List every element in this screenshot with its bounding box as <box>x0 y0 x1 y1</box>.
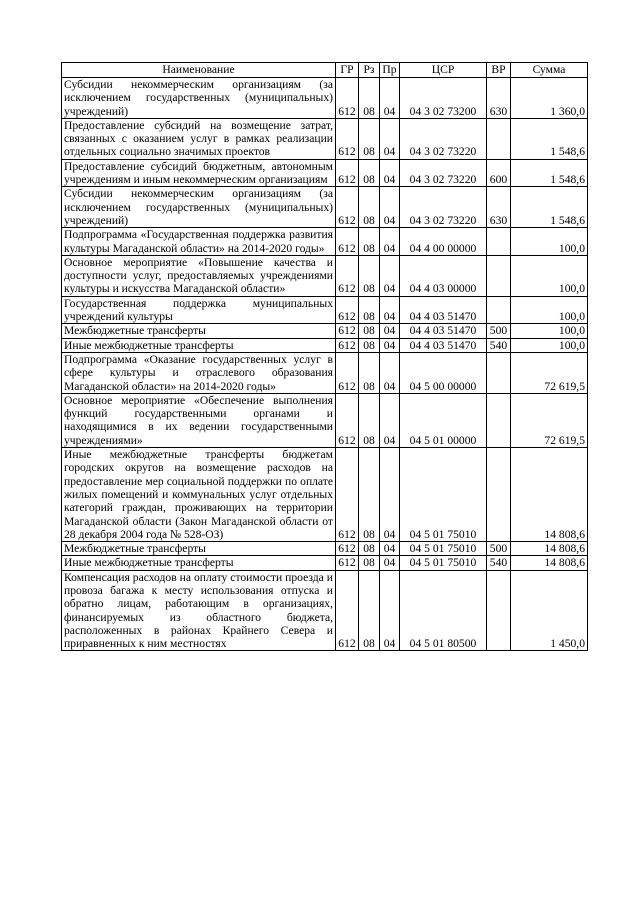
cell-vr: 630 <box>487 187 511 228</box>
cell-name: Иные межбюджетные трансферты <box>62 338 336 352</box>
cell-name: Предоставление субсидий на возмещение затрат, связанных с оказанием услуг в рамках реализации отдельных социально значимых проектов <box>62 118 336 159</box>
cell-gr: 612 <box>336 255 359 296</box>
cell-rz: 08 <box>359 570 380 651</box>
cell-vr: 540 <box>487 556 511 570</box>
table-row <box>62 78 588 119</box>
table-row <box>62 159 588 187</box>
cell-gr: 612 <box>336 570 359 651</box>
cell-gr: 612 <box>336 159 359 187</box>
table-row <box>62 187 588 228</box>
cell-gr: 612 <box>336 78 359 119</box>
table-row <box>62 296 588 324</box>
cell-pr: 04 <box>380 255 400 296</box>
cell-rz: 08 <box>359 159 380 187</box>
cell-pr: 04 <box>380 556 400 570</box>
cell-gr: 612 <box>336 542 359 556</box>
cell-sum: 100,0 <box>511 324 588 338</box>
cell-vr: 600 <box>487 159 511 187</box>
cell-csr: 04 5 01 00000 <box>400 393 487 447</box>
cell-csr: 04 3 02 73200 <box>400 78 487 119</box>
cell-vr: 540 <box>487 338 511 352</box>
cell-csr: 04 5 01 75010 <box>400 448 487 542</box>
cell-name: Подпрограмма «Оказание государственных услуг в сфере культуры и отраслевого образования Магаданской области» на 2014-2020 годы» <box>62 352 336 393</box>
table-row <box>62 228 588 256</box>
cell-sum: 100,0 <box>511 228 588 256</box>
cell-name: Компенсация расходов на оплату стоимости проезда и провоза багажа к месту использования отпуска и обратно лицам, работающим в организациях, финансируемых из областного бюджета, расположенных в районах Крайнего Севера и приравненных к ним местностях <box>62 570 336 651</box>
cell-rz: 08 <box>359 556 380 570</box>
table-row <box>62 556 588 570</box>
cell-vr: 630 <box>487 78 511 119</box>
cell-pr: 04 <box>380 296 400 324</box>
header-name: Наименование <box>62 63 336 78</box>
cell-pr: 04 <box>380 159 400 187</box>
cell-sum: 1 548,6 <box>511 118 588 159</box>
header-gr: ГР <box>336 63 359 78</box>
cell-vr: 500 <box>487 542 511 556</box>
cell-csr: 04 4 03 51470 <box>400 324 487 338</box>
cell-rz: 08 <box>359 338 380 352</box>
cell-pr: 04 <box>380 324 400 338</box>
cell-sum: 100,0 <box>511 255 588 296</box>
header-rz: Рз <box>359 63 380 78</box>
table-row <box>62 448 588 542</box>
cell-csr: 04 4 03 00000 <box>400 255 487 296</box>
cell-vr <box>487 228 511 256</box>
cell-pr: 04 <box>380 352 400 393</box>
cell-csr: 04 4 03 51470 <box>400 338 487 352</box>
cell-gr: 612 <box>336 228 359 256</box>
cell-vr <box>487 570 511 651</box>
cell-csr: 04 5 00 00000 <box>400 352 487 393</box>
cell-name: Подпрограмма «Государственная поддержка развития культуры Магаданской области» на 2014-2020 годы» <box>62 228 336 256</box>
cell-sum: 1 548,6 <box>511 159 588 187</box>
cell-pr: 04 <box>380 338 400 352</box>
cell-rz: 08 <box>359 118 380 159</box>
table-row <box>62 118 588 159</box>
table-body <box>62 78 588 651</box>
table-row <box>62 352 588 393</box>
cell-rz: 08 <box>359 187 380 228</box>
cell-sum: 14 808,6 <box>511 448 588 542</box>
cell-gr: 612 <box>336 352 359 393</box>
cell-gr: 612 <box>336 393 359 447</box>
cell-gr: 612 <box>336 556 359 570</box>
cell-pr: 04 <box>380 570 400 651</box>
cell-csr: 04 3 02 73220 <box>400 118 487 159</box>
cell-vr <box>487 393 511 447</box>
cell-rz: 08 <box>359 448 380 542</box>
cell-sum: 72 619,5 <box>511 352 588 393</box>
cell-rz: 08 <box>359 542 380 556</box>
cell-name: Предоставление субсидий бюджетным, автономным учреждениям и иным некоммерческим организациям <box>62 159 336 187</box>
cell-vr <box>487 448 511 542</box>
cell-name: Субсидии некоммерческим организациям (за исключением государственных (муниципальных) учреждений) <box>62 187 336 228</box>
cell-rz: 08 <box>359 255 380 296</box>
cell-rz: 08 <box>359 352 380 393</box>
cell-sum: 14 808,6 <box>511 556 588 570</box>
cell-csr: 04 5 01 75010 <box>400 542 487 556</box>
cell-pr: 04 <box>380 228 400 256</box>
cell-sum: 1 548,6 <box>511 187 588 228</box>
cell-csr: 04 4 03 51470 <box>400 296 487 324</box>
cell-csr: 04 3 02 73220 <box>400 159 487 187</box>
cell-gr: 612 <box>336 448 359 542</box>
cell-name: Межбюджетные трансферты <box>62 542 336 556</box>
cell-pr: 04 <box>380 78 400 119</box>
cell-sum: 1 450,0 <box>511 570 588 651</box>
cell-gr: 612 <box>336 338 359 352</box>
table-header-row <box>62 63 588 78</box>
cell-gr: 612 <box>336 296 359 324</box>
cell-name: Иные межбюджетные трансферты бюджетам городских округов на возмещение расходов на предоставление мер социальной поддержки по оплате жилых помещений и коммунальных услуг отдельных категорий граждан, проживающих на территории Магаданской области (Закон Магаданской области от 28 декабря 2004 года № 528-ОЗ) <box>62 448 336 542</box>
table-row <box>62 570 588 651</box>
cell-csr: 04 5 01 75010 <box>400 556 487 570</box>
cell-rz: 08 <box>359 78 380 119</box>
cell-vr: 500 <box>487 324 511 338</box>
cell-vr <box>487 296 511 324</box>
cell-vr <box>487 255 511 296</box>
cell-name: Основное мероприятие «Обеспечение выполнения функций государственными органами и находящимися в их ведении государственными учреждениями» <box>62 393 336 447</box>
cell-rz: 08 <box>359 296 380 324</box>
cell-rz: 08 <box>359 324 380 338</box>
table-row <box>62 542 588 556</box>
header-csr: ЦСР <box>400 63 487 78</box>
table-row <box>62 324 588 338</box>
cell-pr: 04 <box>380 448 400 542</box>
cell-rz: 08 <box>359 393 380 447</box>
cell-rz: 08 <box>359 228 380 256</box>
table-row <box>62 255 588 296</box>
cell-pr: 04 <box>380 393 400 447</box>
budget-table <box>61 62 588 651</box>
cell-gr: 612 <box>336 324 359 338</box>
cell-vr <box>487 118 511 159</box>
cell-pr: 04 <box>380 187 400 228</box>
cell-pr: 04 <box>380 542 400 556</box>
cell-pr: 04 <box>380 118 400 159</box>
table-row <box>62 338 588 352</box>
cell-gr: 612 <box>336 187 359 228</box>
header-pr: Пр <box>380 63 400 78</box>
header-sum: Сумма <box>511 63 588 78</box>
cell-name: Межбюджетные трансферты <box>62 324 336 338</box>
cell-csr: 04 5 01 80500 <box>400 570 487 651</box>
cell-csr: 04 3 02 73220 <box>400 187 487 228</box>
cell-name: Основное мероприятие «Повышение качества и доступности услуг, предоставляемых учреждениями культуры и искусства Магаданской области» <box>62 255 336 296</box>
table-row <box>62 393 588 447</box>
cell-sum: 14 808,6 <box>511 542 588 556</box>
cell-csr: 04 4 00 00000 <box>400 228 487 256</box>
cell-name: Иные межбюджетные трансферты <box>62 556 336 570</box>
cell-sum: 72 619,5 <box>511 393 588 447</box>
cell-gr: 612 <box>336 118 359 159</box>
cell-name: Государственная поддержка муниципальных учреждений культуры <box>62 296 336 324</box>
cell-sum: 100,0 <box>511 296 588 324</box>
cell-vr <box>487 352 511 393</box>
cell-sum: 1 360,0 <box>511 78 588 119</box>
header-vr: ВР <box>487 63 511 78</box>
cell-sum: 100,0 <box>511 338 588 352</box>
cell-name: Субсидии некоммерческим организациям (за исключением государственных (муниципальных) учреждений) <box>62 78 336 119</box>
